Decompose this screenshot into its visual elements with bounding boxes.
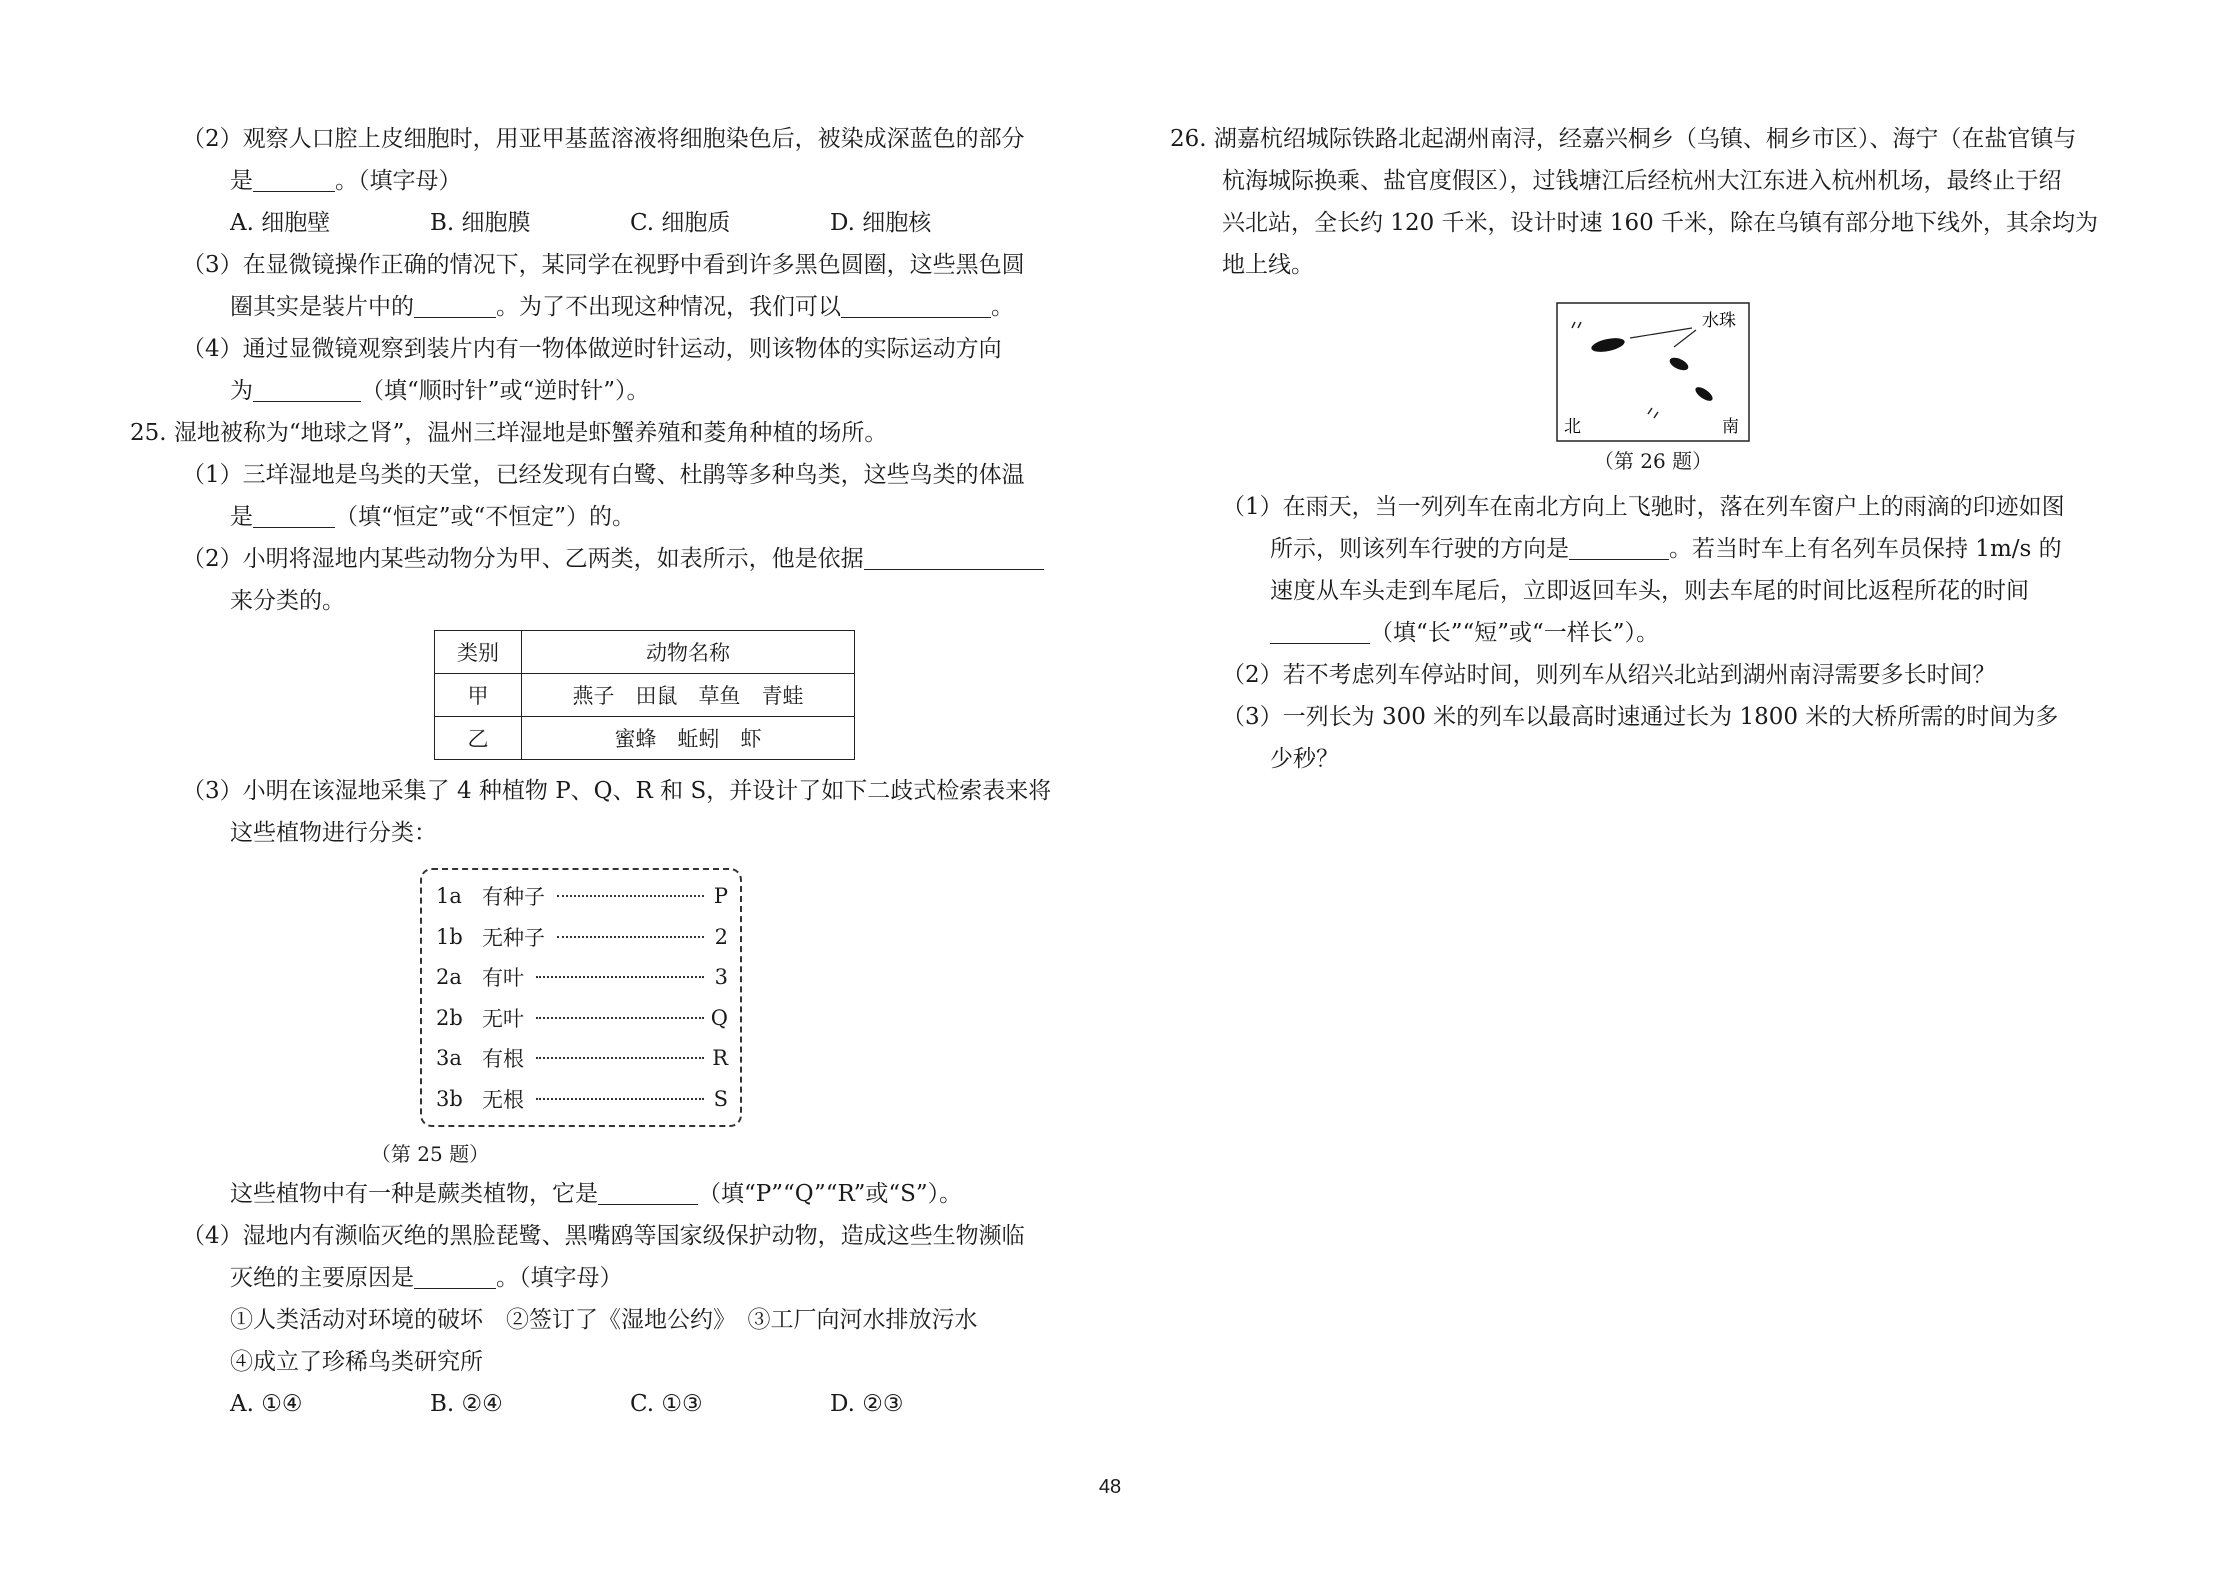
q26-stem-line1: 26. 湖嘉杭绍城际铁路北起湖州南浔，经嘉兴桐乡（乌镇、桐乡市区）、海宁（在盐官镇与: [1170, 126, 2077, 152]
key-leader: [536, 1017, 704, 1019]
table-cell: 甲: [435, 674, 522, 717]
answer-blank[interactable]: [253, 167, 335, 192]
key-row: [436, 876, 728, 917]
q25-3-line1: （3）小明在该湿地采集了 4 种植物 P、Q、R 和 S，并设计了如下二歧式检索表来将: [182, 778, 1052, 804]
answer-blank[interactable]: [414, 1264, 496, 1289]
diagram-caption: （第 26 题）: [1593, 449, 1713, 473]
key-label: 无根: [482, 1087, 524, 1112]
table-row: [435, 717, 855, 760]
key-leader: [536, 1098, 704, 1100]
key-result: S: [713, 1086, 728, 1111]
key-row: [436, 957, 728, 998]
key-code: 3b: [436, 1086, 463, 1111]
answer-blank[interactable]: [253, 503, 335, 528]
key-code: 3a: [436, 1046, 462, 1071]
table-cell: 乙: [435, 717, 522, 760]
answer-blank[interactable]: [253, 377, 361, 402]
key-result: P: [713, 884, 728, 909]
answer-blank[interactable]: [1270, 619, 1370, 644]
q25-3-line2: 这些植物进行分类：: [230, 820, 437, 846]
raindrop-mark: [1693, 385, 1715, 404]
q26-3-line2: 少秒？: [1270, 746, 1339, 772]
key-label: 无叶: [482, 1006, 524, 1031]
key-row: [436, 1079, 728, 1120]
table-cell: 蜜蜂 蚯蚓 虾: [522, 717, 855, 760]
drops-label: 水珠: [1702, 311, 1736, 331]
q24-2-line1: （2）观察人口腔上皮细胞时，用亚甲基蓝溶液将细胞染色后，被染成深蓝色的部分: [182, 126, 1025, 152]
right-column: [1170, 118, 2100, 780]
table-header-row: [435, 631, 855, 674]
south-label: 南: [1722, 417, 1739, 437]
key-label: 有种子: [482, 885, 545, 910]
key-result: Q: [710, 1005, 728, 1030]
page-number: 48: [1098, 1476, 1122, 1498]
label-leader: [1630, 328, 1692, 338]
key-result: 2: [714, 924, 728, 949]
q26-stem-line2: 杭海城际换乘、盐官度假区），过钱塘江后经杭州大江东进入杭州机场，最终止于绍: [1222, 168, 2062, 194]
table-cell: 燕子 田鼠 草鱼 青蛙: [522, 674, 855, 717]
q26-2: （2）若不考虑列车停站时间，则列车从绍兴北站到湖州南浔需要多长时间？: [1222, 662, 1996, 688]
q24-2-options: [130, 202, 1060, 244]
key-row: [436, 998, 728, 1039]
q24-3-line2: 圈其实是装片中的 。为了不出现这种情况，我们可以 。: [230, 294, 1014, 320]
q26-1-line4: （填“长”“短”或“一样长”）。: [1170, 612, 2100, 654]
key-code: 2a: [436, 965, 462, 990]
option-a: A. 细胞壁: [230, 210, 331, 236]
q25-stem: 25. 湿地被称为“地球之肾”，温州三垟湿地是虾蟹养殖和菱角种植的场所。: [130, 420, 888, 446]
q25-4-line3: ①人类活动对环境的破坏 ②签订了《湿地公约》 ③工厂向河水排放污水: [230, 1307, 978, 1333]
key-code: 1a: [436, 884, 462, 909]
key-leader: [536, 1057, 704, 1059]
answer-blank[interactable]: [598, 1180, 698, 1205]
key-row: [436, 917, 728, 958]
label-leader: [1674, 330, 1696, 347]
q26-stem-line3: 兴北站，全长约 120 千米，设计时速 160 千米，除在乌镇有部分地下线外，其余均为: [1222, 210, 2099, 236]
table-header: 类别: [435, 631, 522, 674]
key-caption: （第 25 题）: [370, 1142, 490, 1166]
key-code: 2b: [436, 1005, 463, 1030]
key-label: 无种子: [482, 925, 545, 950]
key-code: 1b: [436, 924, 463, 949]
answer-blank[interactable]: [864, 545, 1044, 570]
q26-stem-line4: 地上线。: [1222, 252, 1314, 278]
q24-3-line1: （3）在显微镜操作正确的情况下，某同学在视野中看到许多黑色圆圈，这些黑色圆: [182, 252, 1025, 278]
q24-4-line1: （4）通过显微镜观察到装片内有一物体做逆时针运动，则该物体的实际运动方向: [182, 336, 1002, 362]
option-c: C. 细胞质: [630, 210, 731, 236]
q25-4-options: [130, 1383, 1060, 1425]
key-result: R: [712, 1046, 728, 1071]
q25-4-line4: ④成立了珍稀鸟类研究所: [230, 1349, 483, 1375]
q26-1-line2: 所示，则该列车行驶的方向是 。若当时车上有名列车员保持 1m/s 的: [1270, 536, 2062, 562]
q25-4-line2: 灭绝的主要原因是 。（填字母）: [230, 1265, 623, 1291]
q26-1-line3: 速度从车头走到车尾后，立即返回车头，则去车尾的时间比返程所花的时间: [1270, 578, 2029, 604]
q25-1-line1: （1）三垟湿地是鸟类的天堂，已经发现有白鹭、杜鹃等多种鸟类，这些鸟类的体温: [182, 462, 1025, 488]
option-a: A. ①④: [230, 1391, 303, 1417]
option-c: C. ①③: [630, 1391, 703, 1417]
raindrop-mark: [1590, 336, 1626, 355]
q25-2-line2: 来分类的。: [230, 588, 345, 614]
key-label: 有叶: [482, 966, 524, 991]
q26-3-line1: （3）一列长为 300 米的列车以最高时速通过长为 1800 米的大桥所需的时间为多: [1222, 704, 2059, 730]
north-label: 北: [1564, 417, 1581, 437]
option-b: B. 细胞膜: [430, 210, 531, 236]
dichotomous-key: [420, 868, 742, 1127]
key-label: 有根: [482, 1047, 524, 1072]
key-leader: [557, 895, 704, 897]
raindrop-mark: [1668, 355, 1690, 373]
table-header: 动物名称: [522, 631, 855, 674]
q24-4-line2: 为 （填“顺时针”或“逆时针”）。: [230, 378, 650, 404]
q25-4-line1: （4）湿地内有濒临灭绝的黑脸琵鹭、黑嘴鸥等国家级保护动物，造成这些生物濒临: [182, 1223, 1025, 1249]
left-column: [130, 118, 1060, 1425]
key-result: 3: [714, 965, 728, 990]
option-d: D. ②③: [830, 1391, 904, 1417]
q25-1-line2: 是 （填“恒定”或“不恒定”）的。: [230, 504, 636, 530]
q24-2-line2: 是 。（填字母）: [230, 168, 462, 194]
option-d: D. 细胞核: [830, 210, 932, 236]
answer-blank[interactable]: [414, 293, 496, 318]
raindrop-figure: [1556, 302, 1750, 442]
key-row: [436, 1038, 728, 1079]
q25-2-line1: （2）小明将湿地内某些动物分为甲、乙两类，如表所示，他是依据: [130, 538, 1060, 580]
option-b: B. ②④: [430, 1391, 503, 1417]
answer-blank[interactable]: [1569, 535, 1669, 560]
q26-1-line1: （1）在雨天，当一列列车在南北方向上飞驰时，落在列车窗户上的雨滴的印迹如图: [1222, 494, 2065, 520]
table-row: [435, 674, 855, 717]
key-leader: [557, 936, 704, 938]
raindrop-diagram: [1556, 302, 2100, 476]
animal-table: [434, 630, 855, 760]
answer-blank[interactable]: [841, 293, 991, 318]
q25-3-line3: 这些植物中有一种是蕨类植物，它是 （填“P”“Q”“R”或“S”）。: [230, 1181, 963, 1207]
key-leader: [536, 976, 704, 978]
